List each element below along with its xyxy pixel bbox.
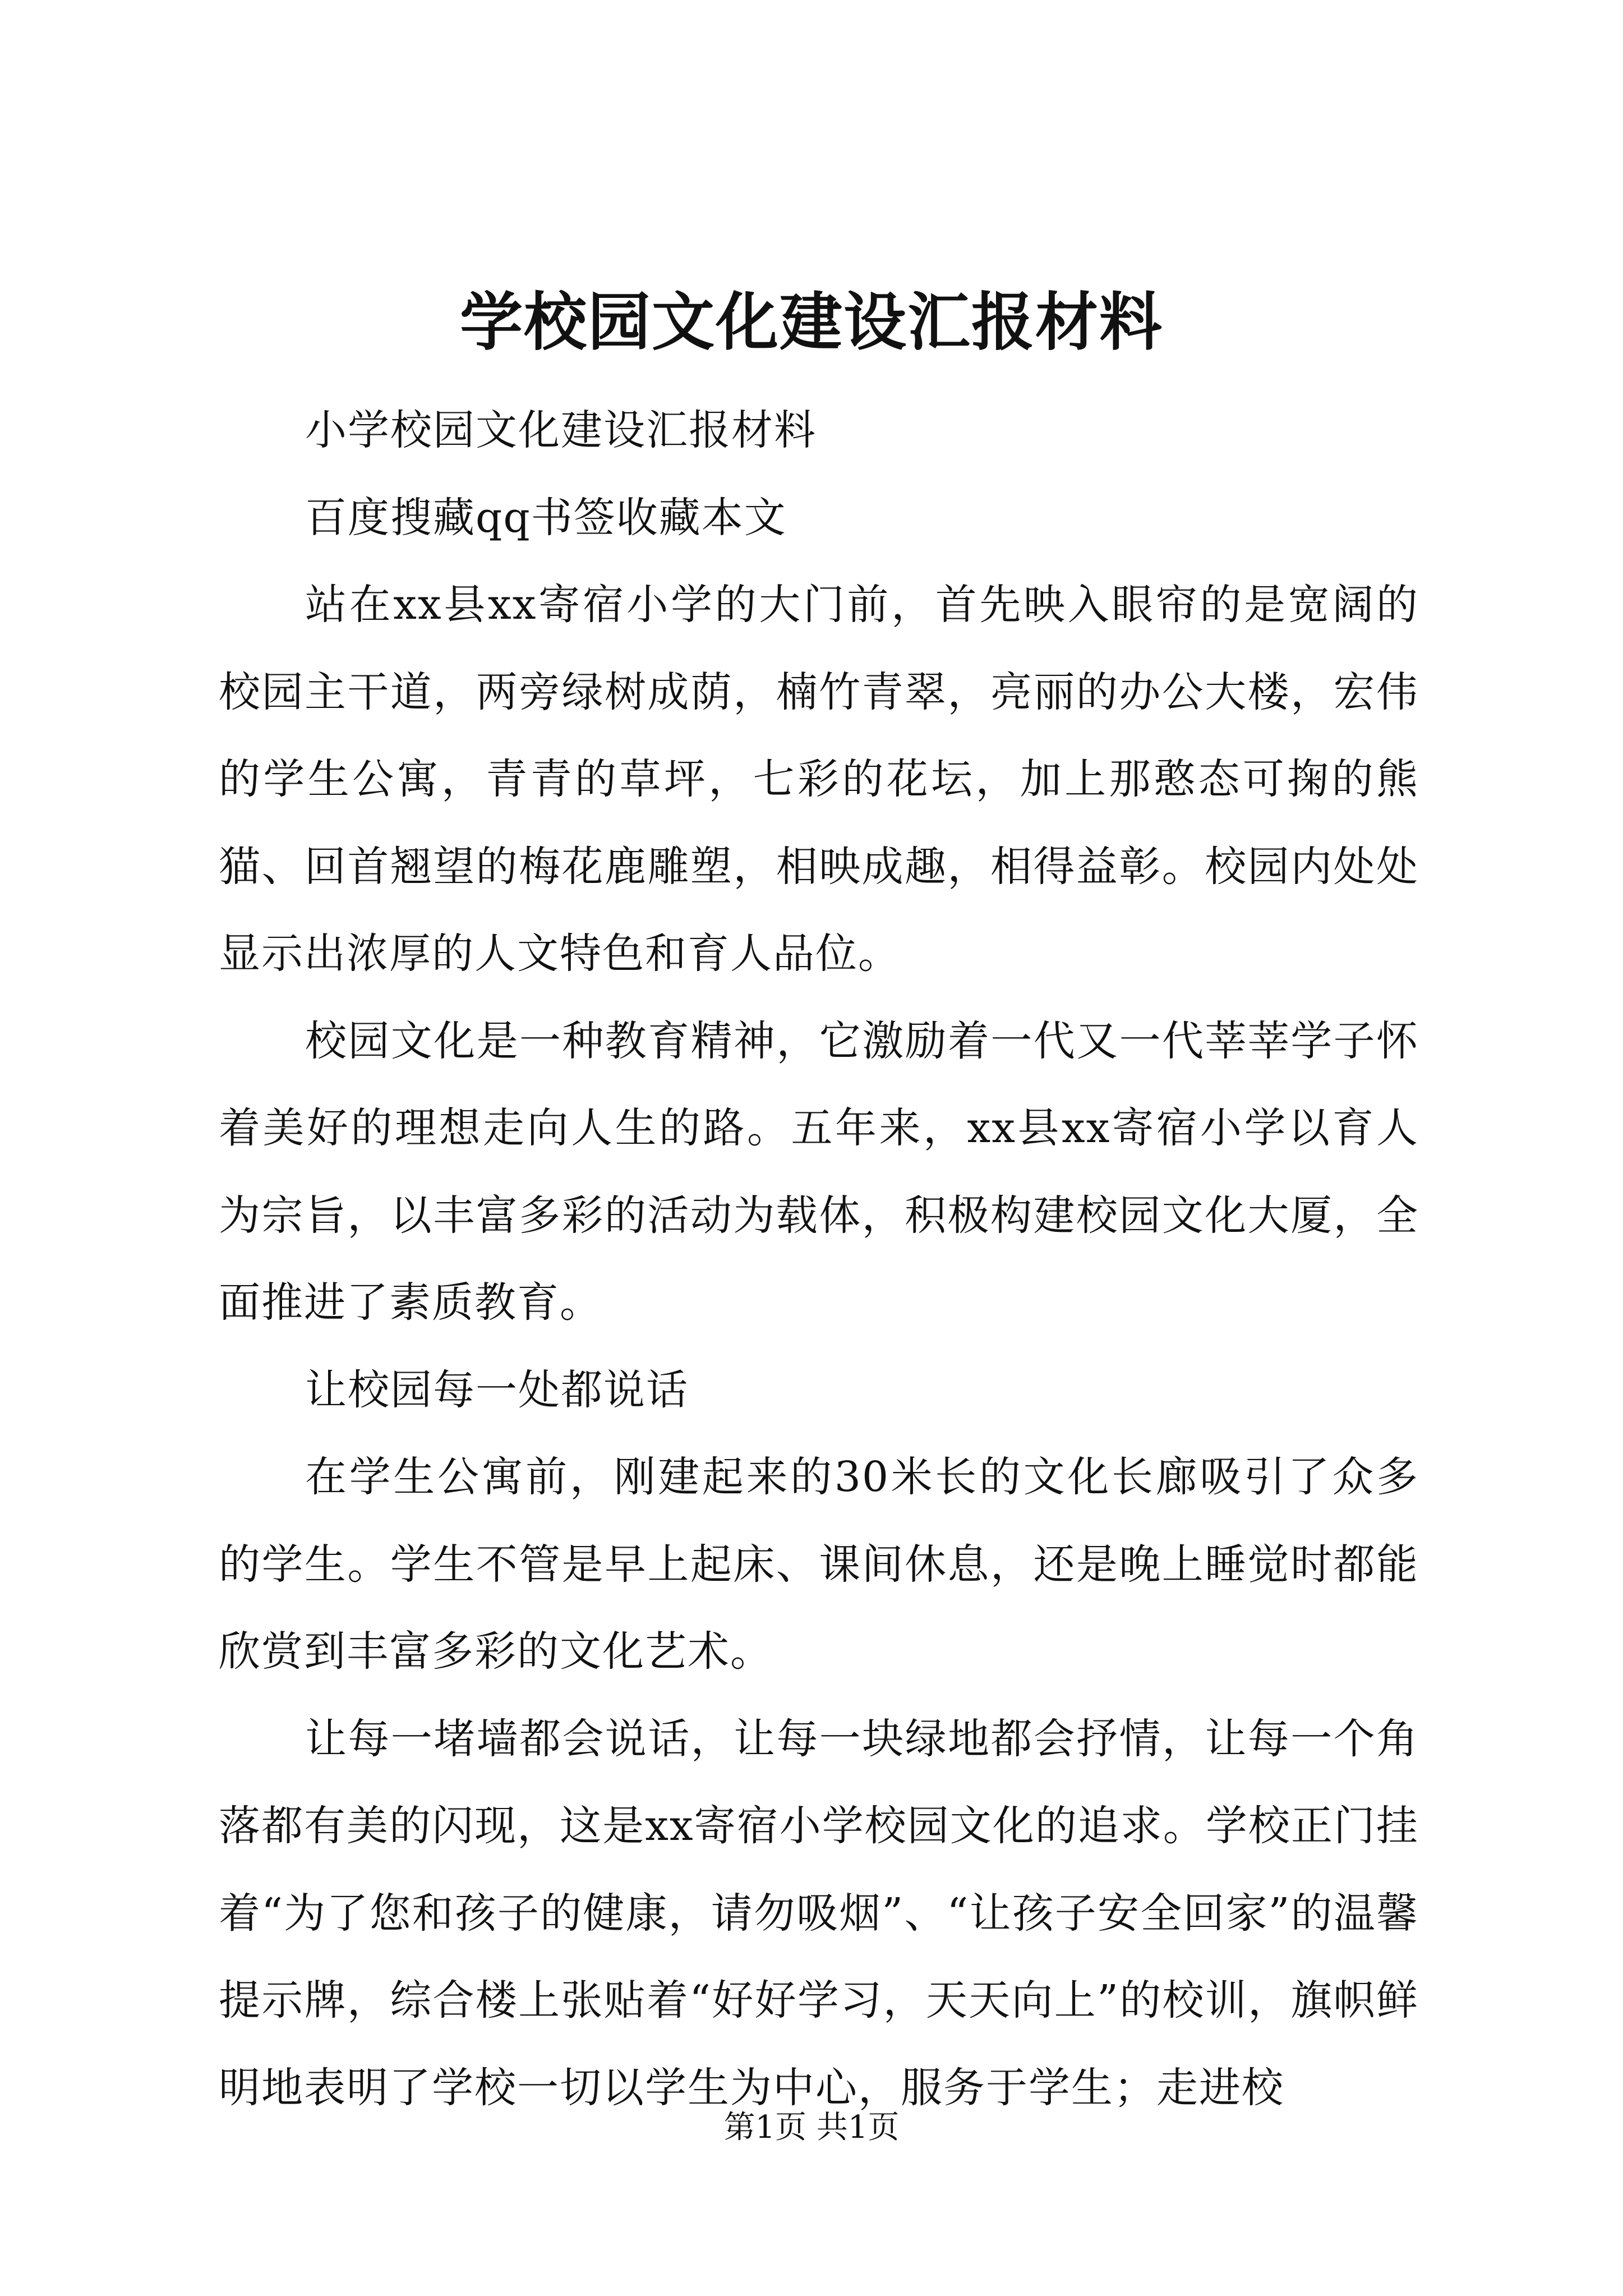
page-footer: 第1页 共1页 — [723, 2109, 900, 2146]
section-heading: 让校园每一处都说话 — [305, 1365, 689, 1414]
paragraph-bookmark-line: 百度搜藏qq书签收藏本文 — [305, 493, 787, 542]
paragraph-campus-culture: 校园文化是一种教育精神，它激励着一代又一代莘莘学子怀着美好的理想走向人生的路。五年来，xx县xx寄宿小学以育人为宗旨，以丰富多彩的活动为载体，积极构建校园文化大厦，全面推进了素质教育。 — [219, 1016, 1419, 1327]
paragraph-school-gate: 站在xx县xx寄宿小学的大门前，首先映入眼帘的是宽阔的校园主干道，两旁绿树成荫，楠竹青翠，亮丽的办公大楼，宏伟的学生公寓，青青的草坪，七彩的花坛，加上那憨态可掬的熊猫、回首翘望的梅花鹿雕塑，相映成趣，相得益彰。校园内处处显示出浓厚的人文特色和育人品位。 — [219, 581, 1419, 978]
document-body — [219, 387, 1419, 2132]
paragraph-walls-speak: 让每一堵墙都会说话，让每一块绿地都会抒情，让每一个角落都有美的闪现，这是xx寄宿小学校园文化的追求。学校正门挂着“为了您和孩子的健康，请勿吸烟”、“让孩子安全回家”的温馨提示牌，综合楼上张贴着“好好学习，天天向上”的校训，旗帜鲜明地表明了学校一切以学生为中心，服务于学生；走进校 — [219, 1714, 1419, 2112]
paragraph-culture-corridor: 在学生公寓前，刚建起来的30米长的文化长廊吸引了众多的学生。学生不管是早上起床、课间休息，还是晚上睡觉时都能欣赏到丰富多彩的文化艺术。 — [219, 1453, 1419, 1676]
document-title: 学校园文化建设汇报材料 — [460, 286, 1163, 359]
paragraph-subtitle: 小学校园文化建设汇报材料 — [305, 406, 817, 454]
